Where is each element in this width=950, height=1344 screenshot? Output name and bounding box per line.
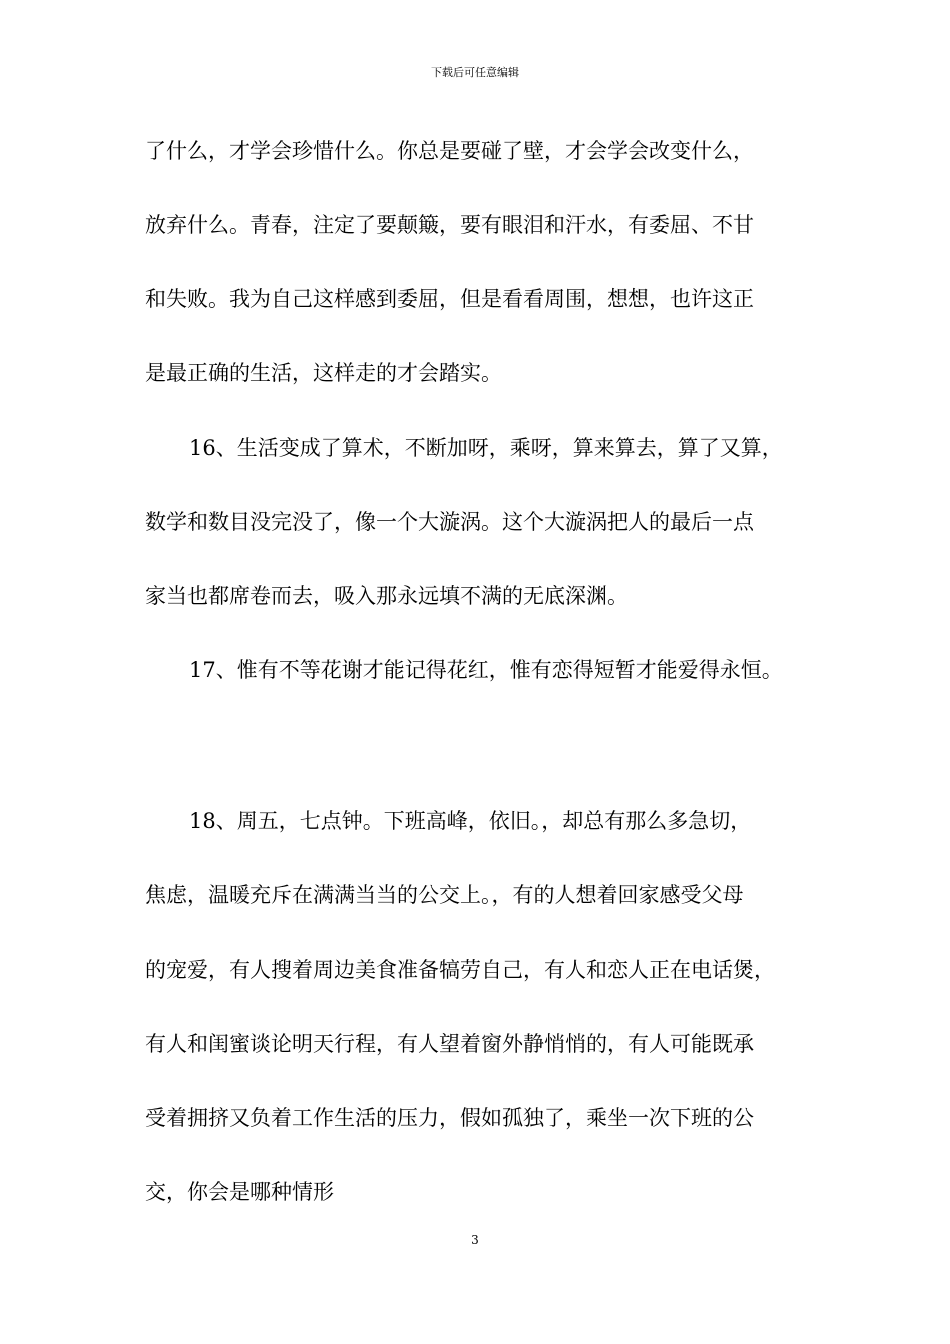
- paragraph-17: 17、惟有不等花谢才能记得花红，惟有恋得短暂才能爱得永恒。: [189, 658, 783, 682]
- body-line: 家当也都席卷而去，吸入那永远填不满的无底深渊。: [145, 584, 628, 608]
- page-number: 3: [471, 1233, 479, 1247]
- paragraph-18-first-line: 18、周五，七点钟。下班高峰，依旧。，却总有那么多急切，: [189, 809, 752, 833]
- body-line: 数学和数目没完没了，像一个大漩涡。这个大漩涡把人的最后一点: [145, 510, 754, 534]
- body-line: 有人和闺蜜谈论明天行程，有人望着窗外静悄悄的，有人可能既承: [145, 1032, 754, 1056]
- body-line: 和失败。我为自己这样感到委屈，但是看看周围，想想，也许这正: [145, 287, 754, 311]
- paragraph-16-first-line: 16、生活变成了算术，不断加呀，乘呀，算来算去，算了又算，: [189, 436, 783, 460]
- page-header: 下载后可任意编辑: [431, 66, 519, 79]
- body-line: 焦虑，温暖充斥在满满当当的公交上。，有的人想着回家感受父母: [145, 883, 744, 907]
- body-line: 受着拥挤又负着工作生活的压力，假如孤独了，乘坐一次下班的公: [145, 1106, 754, 1130]
- body-line: 的宠爱，有人搜着周边美食准备犒劳自己，有人和恋人正在电话煲，: [145, 958, 775, 982]
- body-line: 是最正确的生活，这样走的才会踏实。: [145, 361, 502, 385]
- body-line: 了什么，才学会珍惜什么。你总是要碰了壁，才会学会改变什么，: [145, 139, 754, 163]
- body-line: 放弃什么。青春，注定了要颠簸，要有眼泪和汗水，有委屈、不甘: [145, 213, 754, 237]
- body-line: 交，你会是哪种情形: [145, 1180, 334, 1204]
